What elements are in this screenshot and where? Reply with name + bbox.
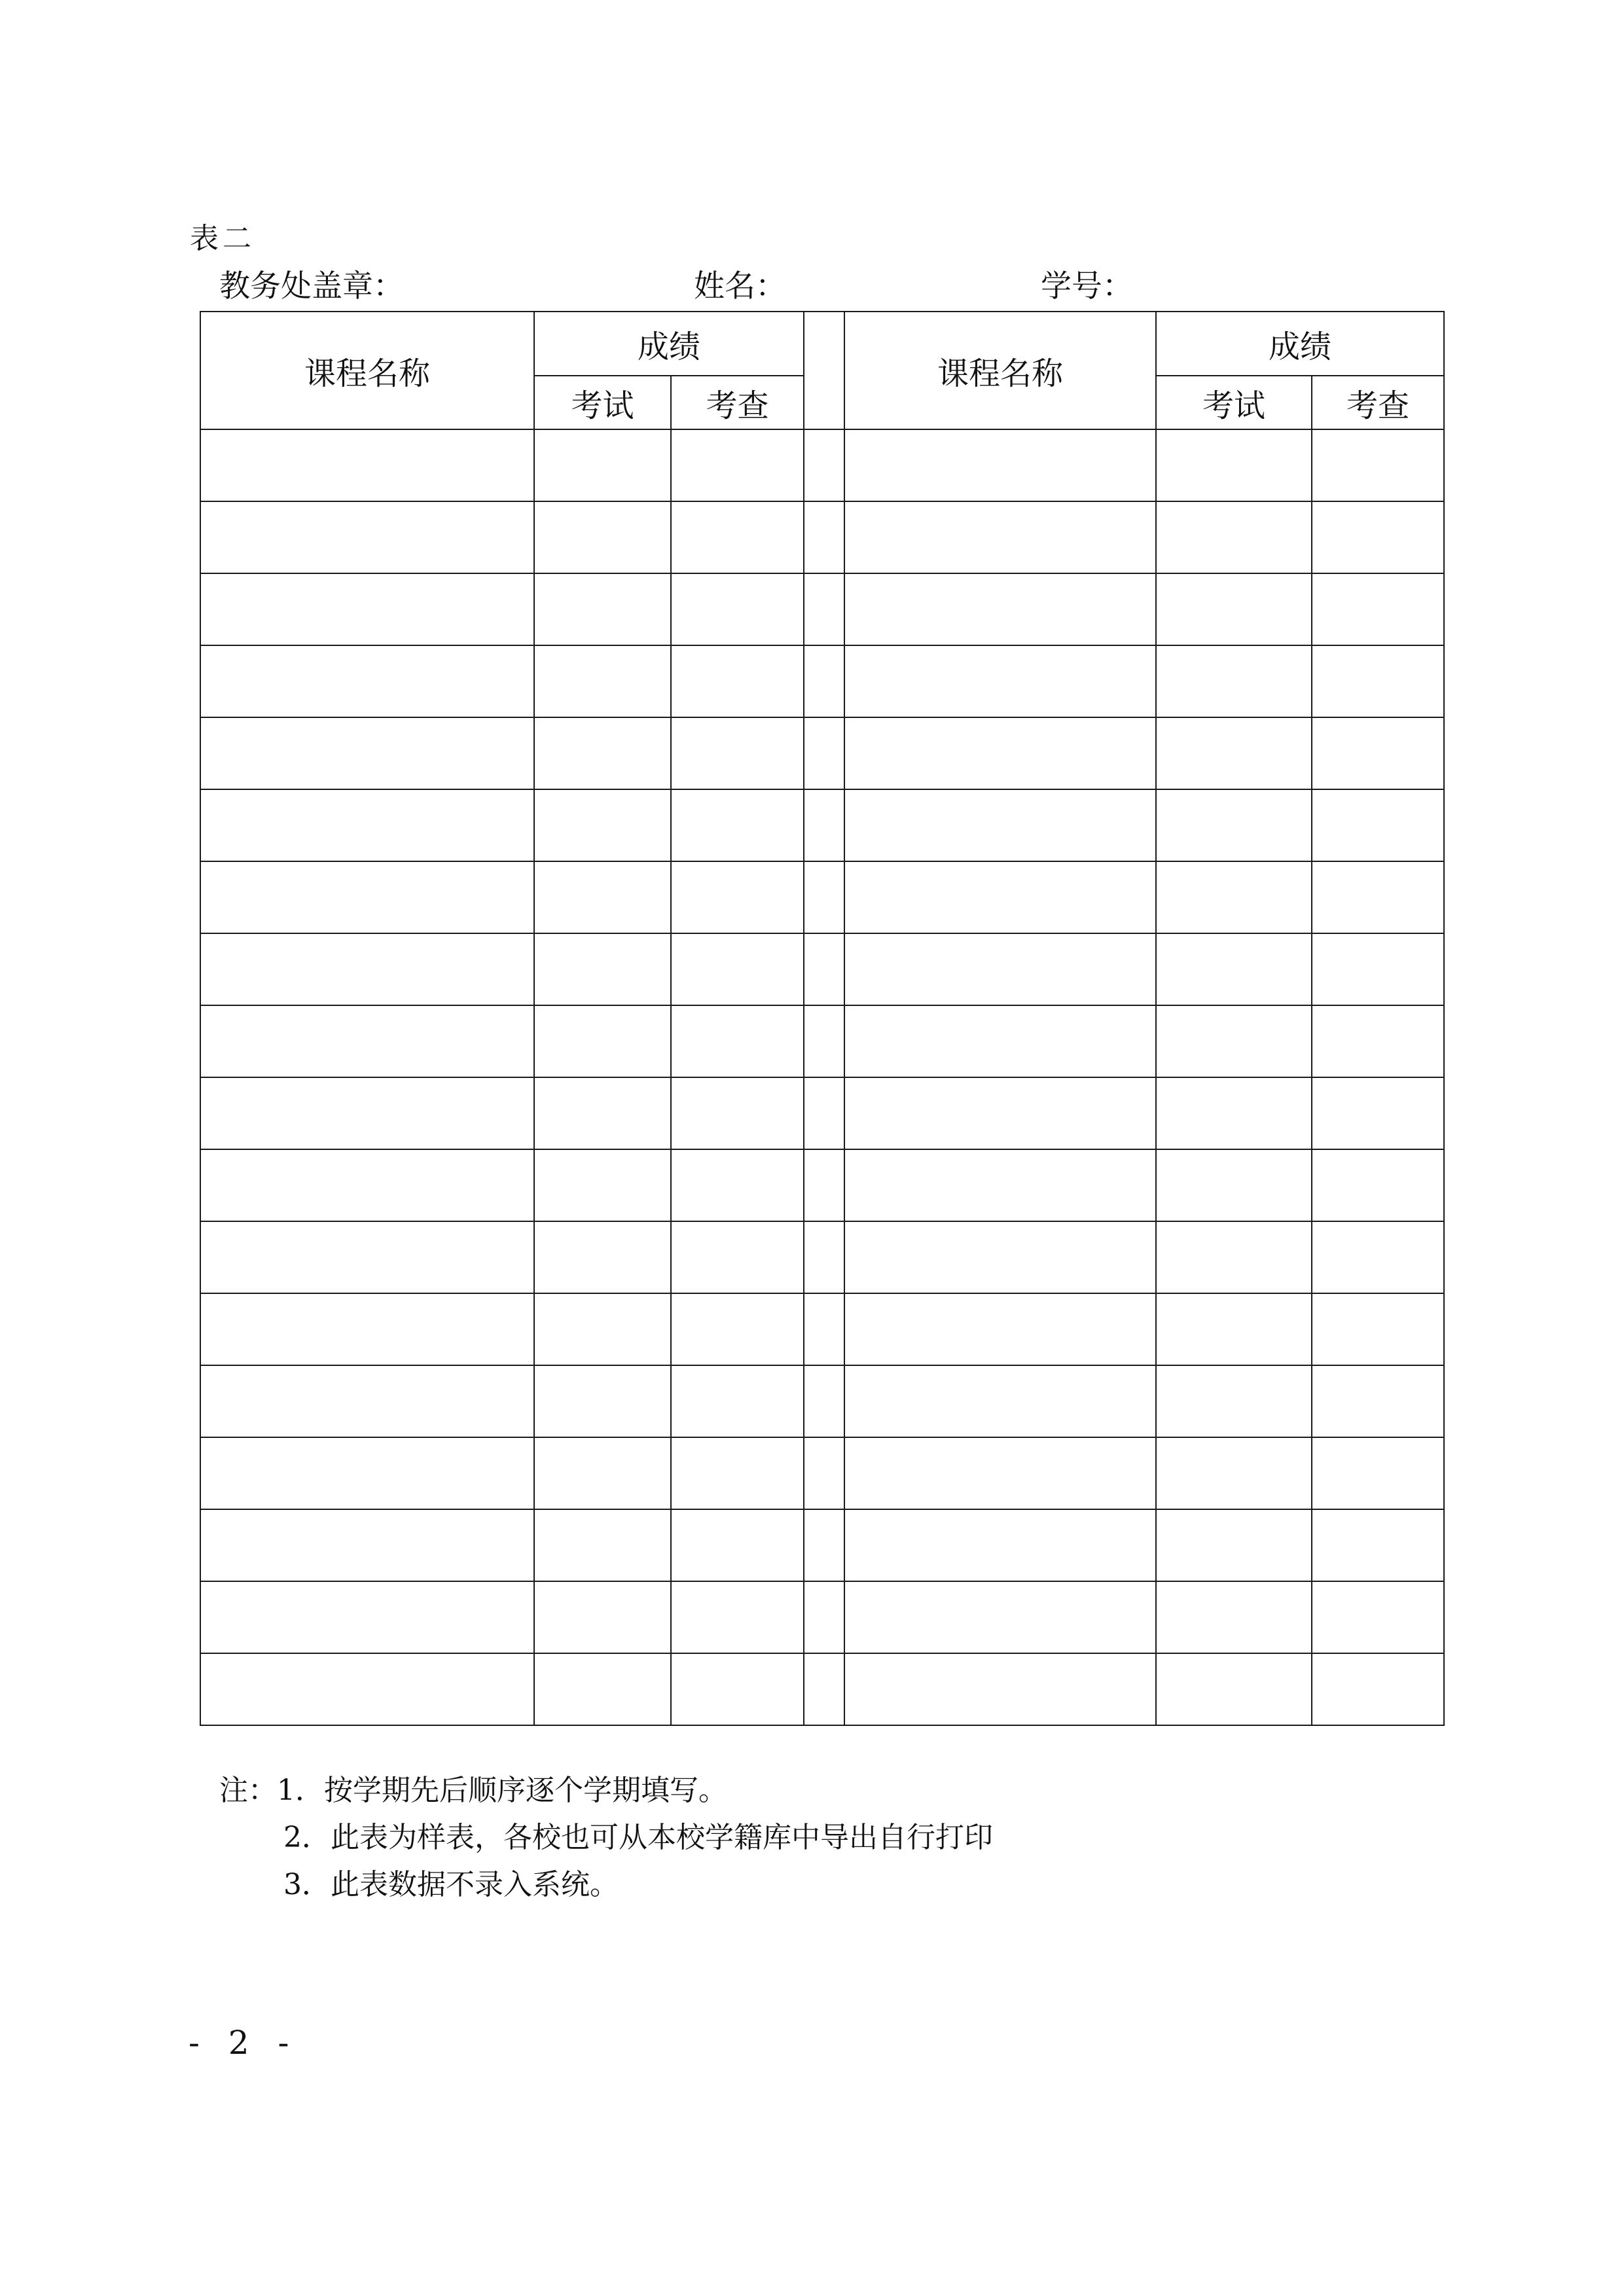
right-course-cell[interactable] bbox=[844, 861, 1156, 933]
left-exam-cell[interactable] bbox=[534, 573, 671, 645]
right-check-cell[interactable] bbox=[1312, 1293, 1444, 1365]
left-exam-cell[interactable] bbox=[534, 1149, 671, 1221]
left-course-cell[interactable] bbox=[200, 429, 534, 501]
notes bbox=[219, 1767, 993, 1909]
right-exam-cell[interactable] bbox=[1156, 1221, 1312, 1293]
left-check-cell[interactable] bbox=[671, 645, 804, 717]
gap-cell bbox=[804, 1581, 844, 1653]
left-check-cell[interactable] bbox=[671, 1365, 804, 1437]
right-course-cell[interactable] bbox=[844, 1005, 1156, 1077]
left-exam-cell[interactable] bbox=[534, 429, 671, 501]
right-course-cell[interactable] bbox=[844, 429, 1156, 501]
right-exam-cell[interactable] bbox=[1156, 1581, 1312, 1653]
gap-cell bbox=[804, 645, 844, 717]
left-course-cell[interactable] bbox=[200, 1293, 534, 1365]
left-exam-cell[interactable] bbox=[534, 789, 671, 861]
table-row bbox=[200, 429, 1444, 501]
right-check-cell[interactable] bbox=[1312, 1437, 1444, 1509]
right-check-cell[interactable] bbox=[1312, 645, 1444, 717]
table-row bbox=[200, 789, 1444, 861]
left-check-cell[interactable] bbox=[671, 933, 804, 1005]
left-exam-cell[interactable] bbox=[534, 933, 671, 1005]
right-exam-cell[interactable] bbox=[1156, 1365, 1312, 1437]
right-check-cell[interactable] bbox=[1312, 1653, 1444, 1725]
gap-cell bbox=[804, 861, 844, 933]
right-exam-cell[interactable] bbox=[1156, 1149, 1312, 1221]
right-exam-cell[interactable] bbox=[1156, 789, 1312, 861]
left-check-cell[interactable] bbox=[671, 429, 804, 501]
left-exam-cell[interactable] bbox=[534, 1437, 671, 1509]
table-row bbox=[200, 1365, 1444, 1437]
left-exam-cell[interactable] bbox=[534, 1221, 671, 1293]
right-exam-cell[interactable] bbox=[1156, 1653, 1312, 1725]
left-course-name-header: 课程名称 bbox=[200, 312, 534, 429]
gap-cell bbox=[804, 1653, 844, 1725]
right-course-cell[interactable] bbox=[844, 1509, 1156, 1581]
note-item-3: 3．此表数据不录入系统。 bbox=[283, 1868, 619, 1901]
right-check-cell[interactable] bbox=[1312, 573, 1444, 645]
right-grade-header: 成绩 bbox=[1156, 312, 1444, 376]
left-course-cell[interactable] bbox=[200, 789, 534, 861]
right-exam-cell[interactable] bbox=[1156, 1437, 1312, 1509]
gap-cell bbox=[804, 933, 844, 1005]
gap-cell bbox=[804, 429, 844, 501]
gap-cell bbox=[804, 1293, 844, 1365]
right-check-cell[interactable] bbox=[1312, 933, 1444, 1005]
right-exam-cell[interactable] bbox=[1156, 573, 1312, 645]
right-course-cell[interactable] bbox=[844, 789, 1156, 861]
left-check-cell[interactable] bbox=[671, 1437, 804, 1509]
left-check-header: 考查 bbox=[671, 376, 804, 429]
table-row bbox=[200, 1005, 1444, 1077]
right-course-cell[interactable] bbox=[844, 1365, 1156, 1437]
right-check-cell[interactable] bbox=[1312, 1581, 1444, 1653]
gap-cell bbox=[804, 1437, 844, 1509]
table-row bbox=[200, 573, 1444, 645]
left-check-cell[interactable] bbox=[671, 573, 804, 645]
right-course-cell[interactable] bbox=[844, 501, 1156, 573]
gap-cell bbox=[804, 1221, 844, 1293]
table-row bbox=[200, 1293, 1444, 1365]
left-check-cell[interactable] bbox=[671, 789, 804, 861]
left-course-cell[interactable] bbox=[200, 1221, 534, 1293]
seal-label: 教务处盖章： bbox=[219, 268, 404, 304]
right-course-cell[interactable] bbox=[844, 1437, 1156, 1509]
left-exam-cell[interactable] bbox=[534, 1509, 671, 1581]
right-check-cell[interactable] bbox=[1312, 717, 1444, 789]
left-course-cell[interactable] bbox=[200, 645, 534, 717]
name-label: 姓名： bbox=[694, 268, 786, 304]
right-check-cell[interactable] bbox=[1312, 1221, 1444, 1293]
left-course-cell[interactable] bbox=[200, 861, 534, 933]
right-check-cell[interactable] bbox=[1312, 429, 1444, 501]
grade-table-body bbox=[200, 429, 1444, 1725]
right-exam-cell[interactable] bbox=[1156, 1509, 1312, 1581]
table-caption: 表二 bbox=[190, 222, 255, 255]
right-course-cell[interactable] bbox=[844, 573, 1156, 645]
left-check-cell[interactable] bbox=[671, 1509, 804, 1581]
table-row bbox=[200, 645, 1444, 717]
right-course-cell[interactable] bbox=[844, 645, 1156, 717]
right-exam-cell[interactable] bbox=[1156, 1005, 1312, 1077]
right-check-cell[interactable] bbox=[1312, 1149, 1444, 1221]
right-exam-cell[interactable] bbox=[1156, 861, 1312, 933]
right-course-name-header: 课程名称 bbox=[844, 312, 1156, 429]
table-row bbox=[200, 1221, 1444, 1293]
grade-table bbox=[200, 311, 1445, 1726]
left-exam-cell[interactable] bbox=[534, 717, 671, 789]
right-course-cell[interactable] bbox=[844, 1149, 1156, 1221]
left-check-cell[interactable] bbox=[671, 1149, 804, 1221]
left-check-cell[interactable] bbox=[671, 501, 804, 573]
notes-prefix: 注： bbox=[219, 1774, 277, 1807]
left-course-cell[interactable] bbox=[200, 717, 534, 789]
right-course-cell[interactable] bbox=[844, 1653, 1156, 1725]
left-exam-cell[interactable] bbox=[534, 645, 671, 717]
left-course-cell[interactable] bbox=[200, 1653, 534, 1725]
left-exam-cell[interactable] bbox=[534, 1005, 671, 1077]
left-check-cell[interactable] bbox=[671, 861, 804, 933]
note-item-1: 注：1．按学期先后顺序逐个学期填写。 bbox=[219, 1774, 727, 1807]
left-exam-header: 考试 bbox=[534, 376, 671, 429]
table-row bbox=[200, 1581, 1444, 1653]
left-course-cell[interactable] bbox=[200, 501, 534, 573]
right-course-cell[interactable] bbox=[844, 933, 1156, 1005]
grade-table-wrapper bbox=[200, 311, 1445, 1725]
table-row bbox=[200, 717, 1444, 789]
gap-cell bbox=[804, 1149, 844, 1221]
right-course-cell[interactable] bbox=[844, 717, 1156, 789]
right-exam-cell[interactable] bbox=[1156, 717, 1312, 789]
right-exam-cell[interactable] bbox=[1156, 645, 1312, 717]
left-exam-cell[interactable] bbox=[534, 861, 671, 933]
right-exam-cell[interactable] bbox=[1156, 501, 1312, 573]
left-check-cell[interactable] bbox=[671, 1077, 804, 1149]
table-row bbox=[200, 1077, 1444, 1149]
right-check-cell[interactable] bbox=[1312, 789, 1444, 861]
right-check-cell[interactable] bbox=[1312, 1365, 1444, 1437]
right-exam-cell[interactable] bbox=[1156, 1077, 1312, 1149]
left-exam-cell[interactable] bbox=[534, 1293, 671, 1365]
right-check-cell[interactable] bbox=[1312, 1509, 1444, 1581]
left-exam-cell[interactable] bbox=[534, 1653, 671, 1725]
left-course-cell[interactable] bbox=[200, 1149, 534, 1221]
table-row bbox=[200, 501, 1444, 573]
right-check-cell[interactable] bbox=[1312, 1005, 1444, 1077]
left-course-cell[interactable] bbox=[200, 1581, 534, 1653]
right-course-cell[interactable] bbox=[844, 1293, 1156, 1365]
left-exam-cell[interactable] bbox=[534, 1365, 671, 1437]
right-course-cell[interactable] bbox=[844, 1581, 1156, 1653]
gap-cell bbox=[804, 789, 844, 861]
gap-cell bbox=[804, 1077, 844, 1149]
right-exam-cell[interactable] bbox=[1156, 933, 1312, 1005]
gap-cell bbox=[804, 717, 844, 789]
student-id-label: 学号： bbox=[1041, 268, 1133, 304]
table-row bbox=[200, 933, 1444, 1005]
gap-cell bbox=[804, 573, 844, 645]
left-course-cell[interactable] bbox=[200, 1437, 534, 1509]
table-row bbox=[200, 1653, 1444, 1725]
left-course-cell[interactable] bbox=[200, 933, 534, 1005]
gap-cell bbox=[804, 1509, 844, 1581]
right-check-cell[interactable] bbox=[1312, 861, 1444, 933]
table-row bbox=[200, 1509, 1444, 1581]
note-item-2: 2．此表为样表，各校也可从本校学籍库中导出自行打印 bbox=[283, 1821, 993, 1854]
left-check-cell[interactable] bbox=[671, 1653, 804, 1725]
left-course-cell[interactable] bbox=[200, 1509, 534, 1581]
page-number: - 2 - bbox=[189, 2024, 298, 2062]
right-exam-cell[interactable] bbox=[1156, 429, 1312, 501]
left-exam-cell[interactable] bbox=[534, 501, 671, 573]
left-course-cell[interactable] bbox=[200, 1077, 534, 1149]
right-course-cell[interactable] bbox=[844, 1077, 1156, 1149]
left-exam-cell[interactable] bbox=[534, 1581, 671, 1653]
left-course-cell[interactable] bbox=[200, 1365, 534, 1437]
left-check-cell[interactable] bbox=[671, 1293, 804, 1365]
left-check-cell[interactable] bbox=[671, 1221, 804, 1293]
left-check-cell[interactable] bbox=[671, 1581, 804, 1653]
gap-cell bbox=[804, 1365, 844, 1437]
right-exam-cell[interactable] bbox=[1156, 1293, 1312, 1365]
gap-cell bbox=[804, 1005, 844, 1077]
right-check-cell[interactable] bbox=[1312, 1077, 1444, 1149]
left-course-cell[interactable] bbox=[200, 1005, 534, 1077]
right-check-header: 考查 bbox=[1312, 376, 1444, 429]
left-exam-cell[interactable] bbox=[534, 1077, 671, 1149]
right-exam-header: 考试 bbox=[1156, 376, 1312, 429]
left-course-cell[interactable] bbox=[200, 573, 534, 645]
right-check-cell[interactable] bbox=[1312, 501, 1444, 573]
table-row bbox=[200, 1437, 1444, 1509]
column-gap bbox=[804, 312, 844, 429]
left-check-cell[interactable] bbox=[671, 717, 804, 789]
right-course-cell[interactable] bbox=[844, 1221, 1156, 1293]
gap-cell bbox=[804, 501, 844, 573]
table-row bbox=[200, 861, 1444, 933]
table-row bbox=[200, 1149, 1444, 1221]
left-check-cell[interactable] bbox=[671, 1005, 804, 1077]
left-grade-header: 成绩 bbox=[534, 312, 804, 376]
